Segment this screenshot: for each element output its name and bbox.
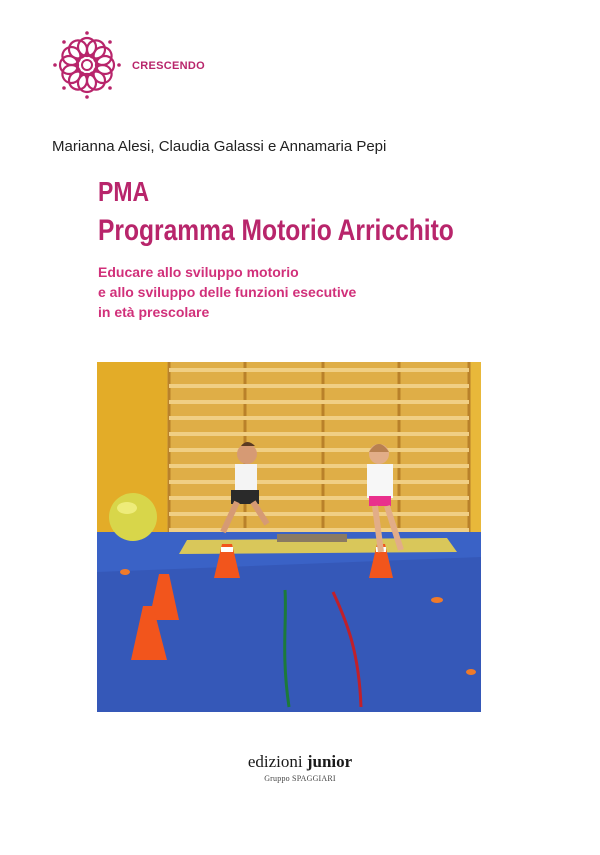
book-authors: Marianna Alesi, Claudia Galassi e Annamaria Pepi — [52, 138, 387, 155]
book-title-acronym: PMA — [98, 176, 150, 207]
cover-photo — [97, 362, 481, 712]
publisher-group-name: SPAGGIARI — [292, 774, 336, 783]
subtitle-line: e allo sviluppo delle funzioni esecutive — [98, 284, 357, 300]
publisher-name: edizioni junior — [247, 752, 353, 771]
publisher-group: Gruppo SPAGGIARI — [264, 774, 336, 783]
book-title: Programma Motorio Arricchito — [98, 214, 454, 247]
book-subtitle — [98, 262, 356, 322]
series-name: CRESCENDO — [132, 60, 205, 72]
rosette-icon — [52, 30, 122, 100]
publisher-name-bold: junior — [306, 752, 353, 771]
subtitle-line: in età prescolare — [98, 304, 210, 320]
subtitle-line: Educare allo sviluppo motorio — [98, 264, 299, 280]
